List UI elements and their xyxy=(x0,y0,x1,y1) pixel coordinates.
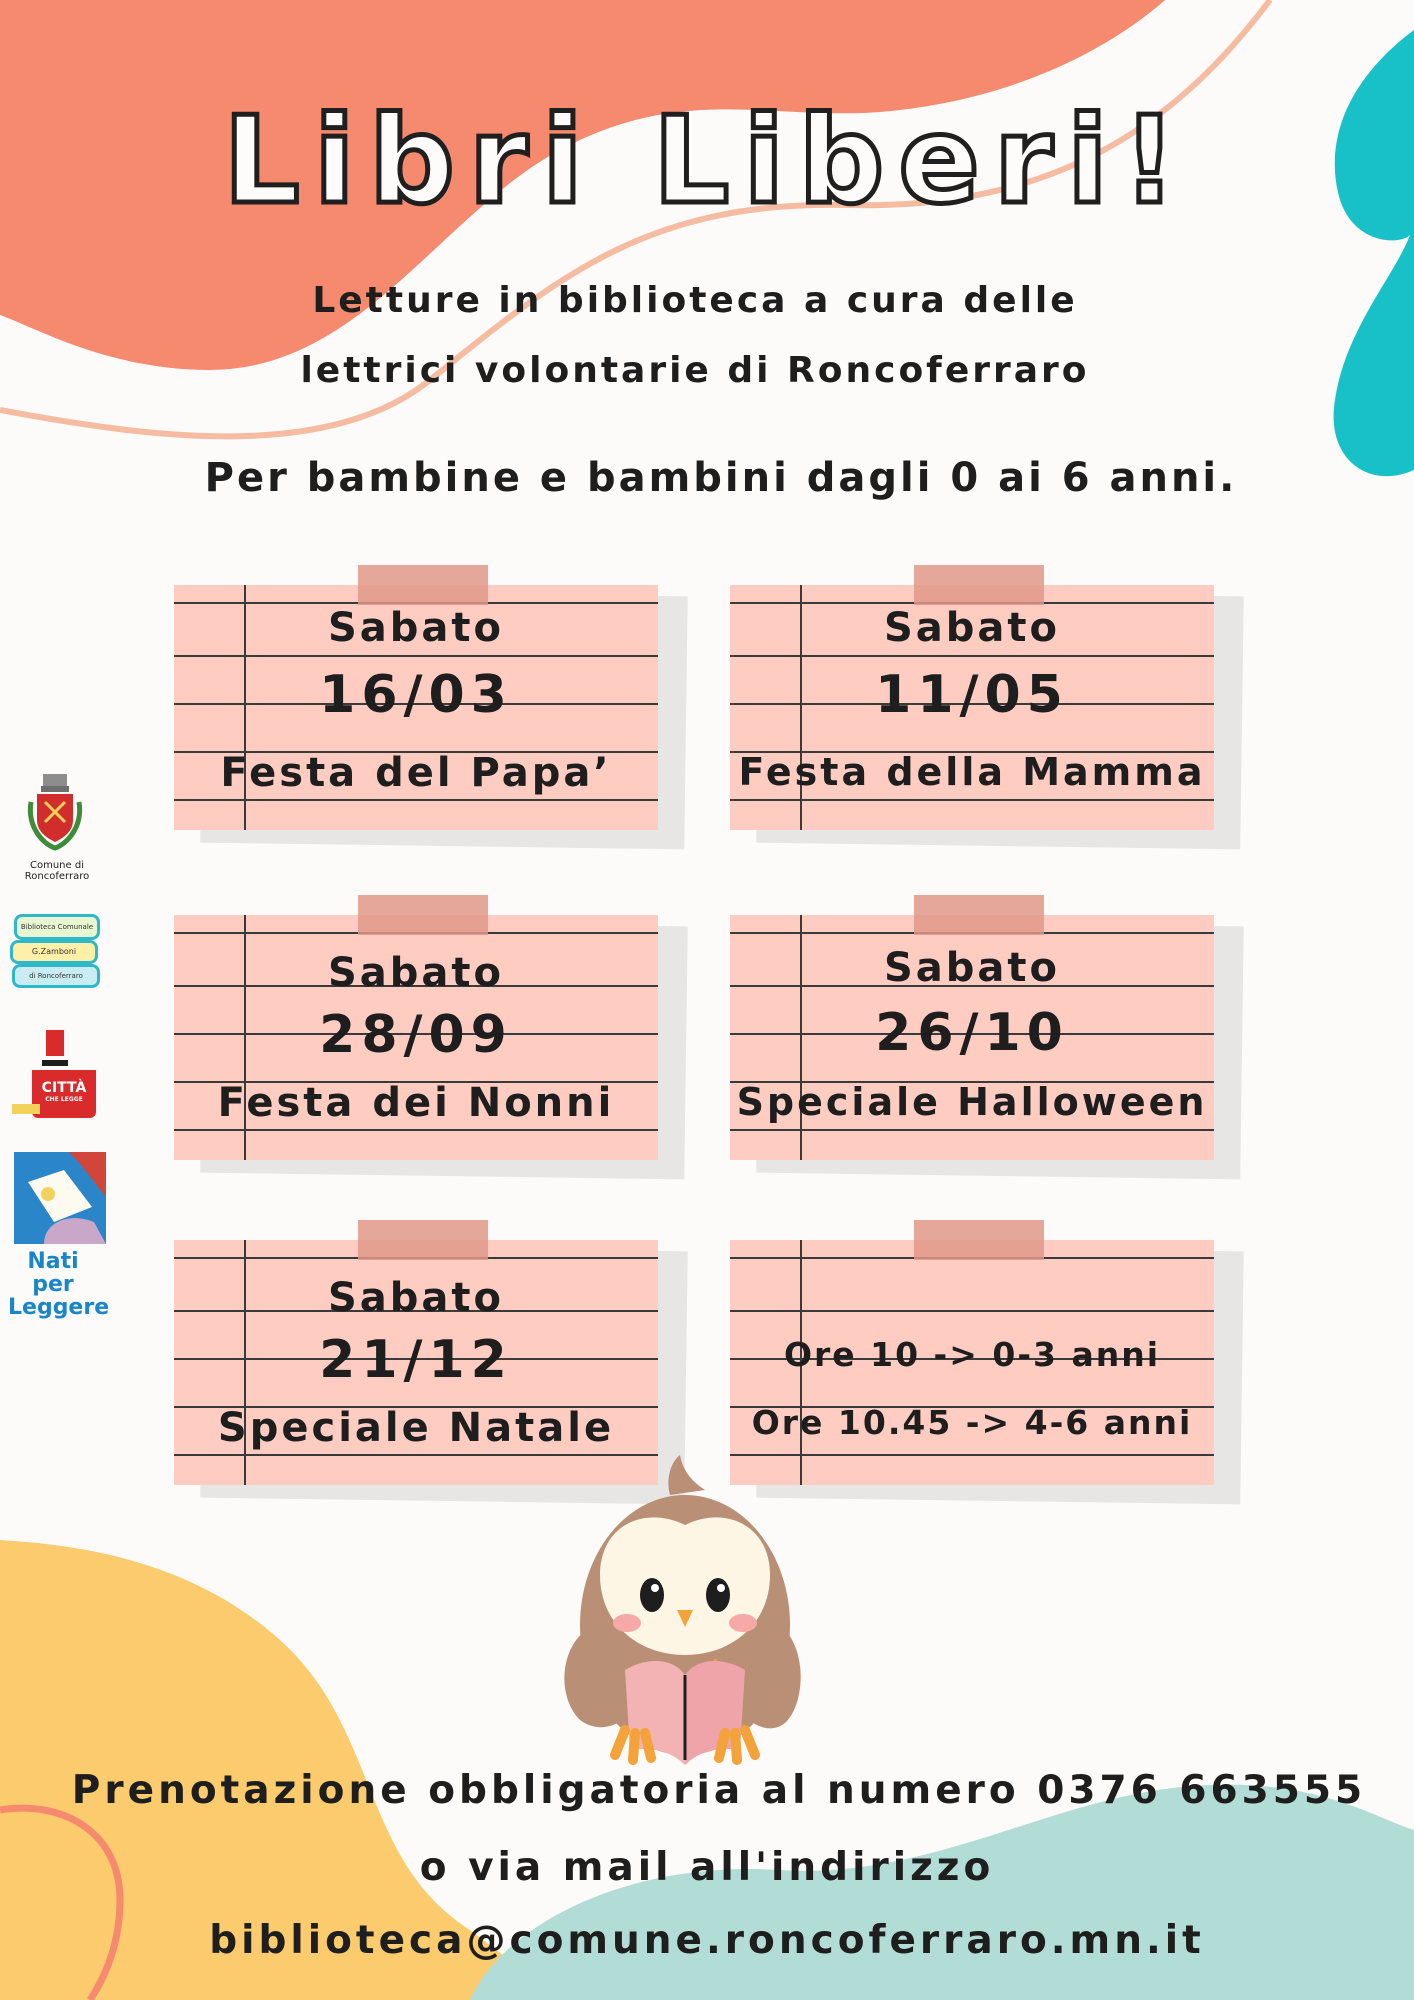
comune-label-line-2: Roncoferraro xyxy=(24,871,90,882)
event-date: 28/09 xyxy=(319,1005,513,1065)
event-date: 26/10 xyxy=(875,1003,1069,1063)
card-tape xyxy=(914,1220,1044,1260)
citta-che-legge-logo xyxy=(12,1030,96,1120)
event-card-3 xyxy=(174,915,658,1160)
event-label: Festa della Mamma xyxy=(738,750,1206,794)
event-label: Speciale Natale xyxy=(217,1405,615,1451)
event-day: Sabato xyxy=(883,605,1061,651)
mint-blob xyxy=(470,1785,1414,2000)
npl-line-2: Leggere xyxy=(8,1295,110,1320)
comune-label-line-1: Comune di xyxy=(30,860,84,871)
biblioteca-logo xyxy=(10,912,98,990)
card-tape xyxy=(358,565,488,605)
event-card-5 xyxy=(174,1240,658,1485)
event-date: 11/05 xyxy=(875,665,1069,725)
citta-box xyxy=(32,1070,96,1118)
event-day: Sabato xyxy=(327,605,505,651)
event-date: 16/03 xyxy=(319,665,513,725)
card-tape xyxy=(914,895,1044,935)
schedule-time-2: Ore 10.45 -> 4-6 anni xyxy=(751,1403,1193,1442)
event-day: Sabato xyxy=(883,945,1061,991)
event-label: Festa dei Nonni xyxy=(217,1080,615,1126)
booking-line-1: Prenotazione obbligatoria al numero 0376 663555 xyxy=(71,1768,1367,1813)
comune-label xyxy=(12,860,102,882)
book-stripe-3: di Roncoferraro xyxy=(12,964,100,988)
nati-per-leggere-label xyxy=(8,1249,110,1320)
schedule-card xyxy=(730,1240,1214,1485)
owl-reading-illustration xyxy=(555,1455,815,1765)
npl-line-1: Nati per xyxy=(27,1249,79,1297)
event-day: Sabato xyxy=(327,950,505,996)
book-stripe-2: G.Zamboni xyxy=(10,940,98,964)
comune-crest-logo xyxy=(25,772,85,862)
subtitle-line-2: lettrici volontarie di Roncoferraro xyxy=(300,350,1090,391)
subtitle-line-1: Letture in biblioteca a cura delle xyxy=(312,280,1078,321)
event-date: 21/12 xyxy=(319,1330,513,1390)
yellow-band xyxy=(12,1104,40,1114)
card-tape xyxy=(358,1220,488,1260)
event-card-4 xyxy=(730,915,1214,1160)
tower-stripe xyxy=(42,1060,68,1066)
poster-title: Libri Liberi! xyxy=(223,92,1191,231)
event-label: Festa del Papa’ xyxy=(220,750,612,796)
event-label: Speciale Halloween xyxy=(736,1080,1208,1124)
schedule-time-1: Ore 10 -> 0-3 anni xyxy=(783,1335,1161,1374)
nati-per-leggere-logo xyxy=(14,1152,106,1244)
event-day: Sabato xyxy=(327,1275,505,1321)
che-legge-text: CHE LEGGE xyxy=(45,1096,83,1103)
age-range-line: Per bambine e bambini dagli 0 ai 6 anni. xyxy=(204,455,1238,501)
card-tape xyxy=(358,895,488,935)
booking-line-2: o via mail all'indirizzo xyxy=(419,1845,995,1890)
book-stripe-1: Biblioteca Comunale xyxy=(14,914,100,940)
event-card-2 xyxy=(730,585,1214,830)
booking-email: biblioteca@comune.roncoferraro.mn.it xyxy=(209,1918,1205,1963)
card-tape xyxy=(914,565,1044,605)
event-card-1 xyxy=(174,585,658,830)
tower-shape xyxy=(46,1030,64,1056)
citta-text: CITTÀ xyxy=(41,1080,87,1096)
